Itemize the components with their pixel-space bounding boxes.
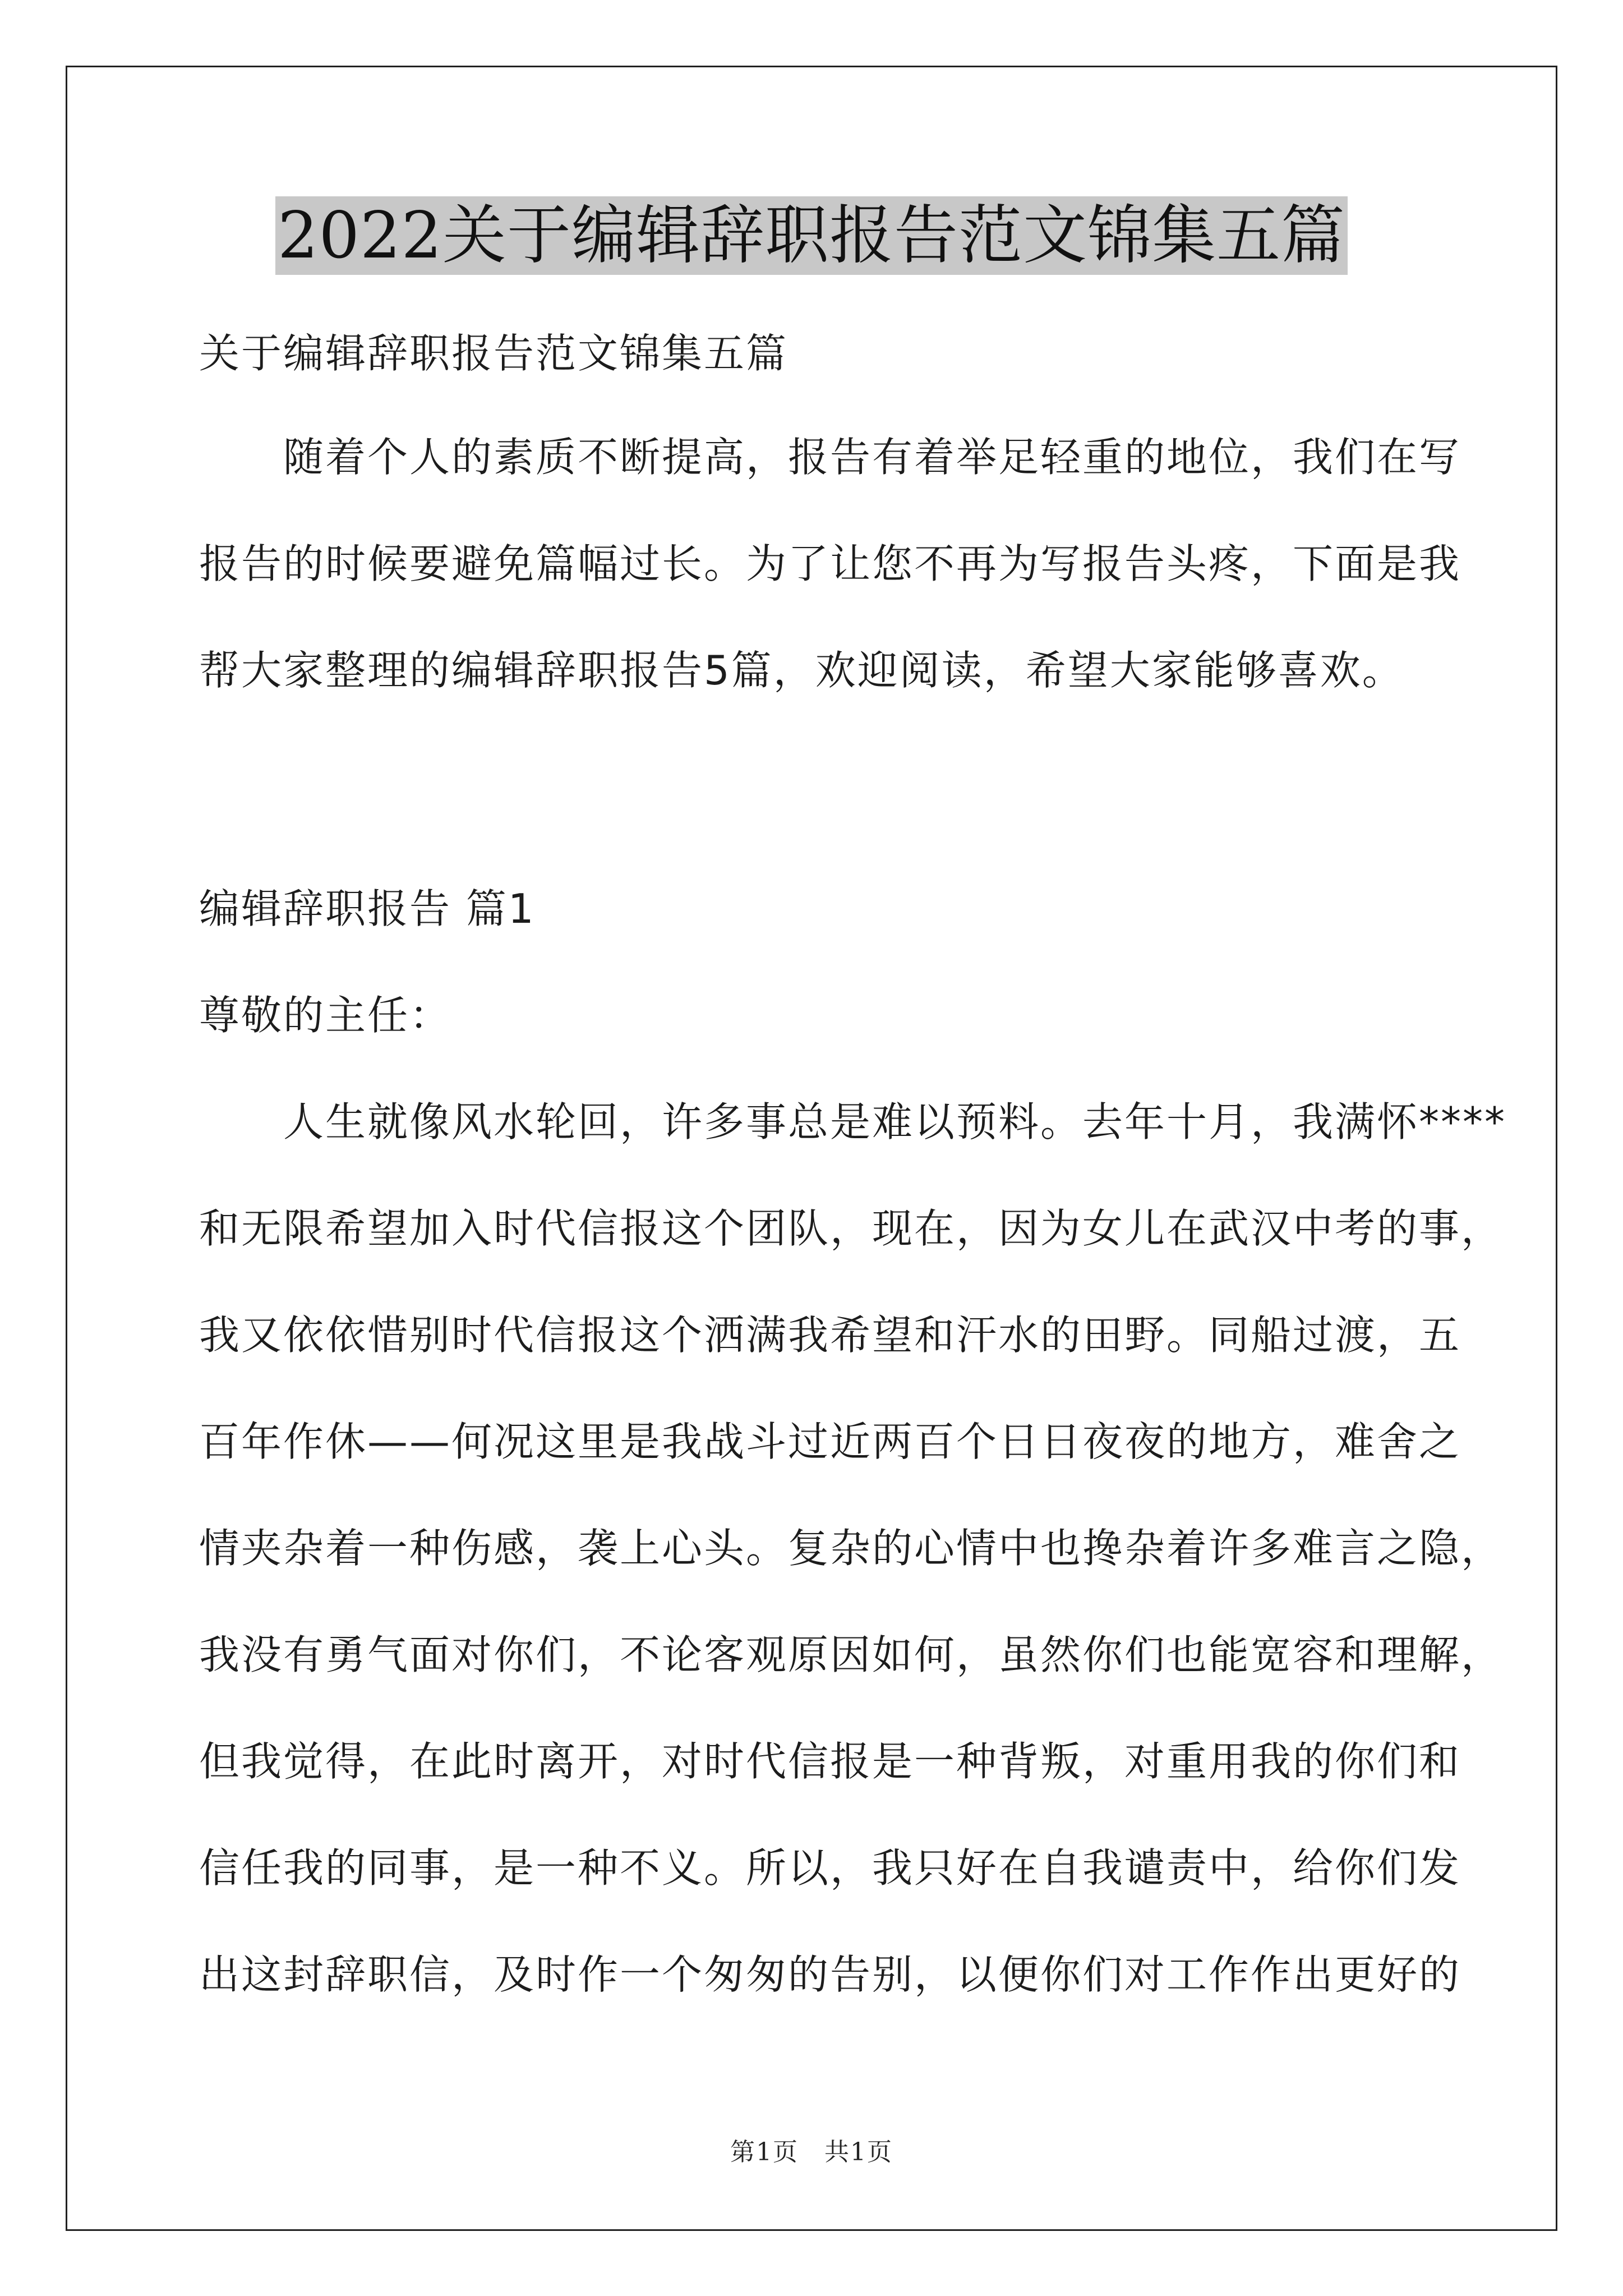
section-gap xyxy=(199,724,1467,855)
letter-section xyxy=(199,855,1507,2028)
body-line: 我没有勇气面对你们，不论客观原因如何，虽然你们也能宽容和理解， xyxy=(199,1631,1504,1678)
intro-line: 帮大家整理的编辑辞职报告5篇，欢迎阅读，希望大家能够喜欢。 xyxy=(199,647,1404,694)
body-line: 信任我的同事，是一种不义。所以，我只好在自我谴责中，给你们发 xyxy=(199,1844,1461,1892)
document-body xyxy=(199,303,1507,2028)
section-heading: 编辑辞职报告 篇1 xyxy=(199,885,536,932)
page-footer: 第1页 共1页 xyxy=(730,2138,893,2166)
body-line: 和无限希望加入时代信报这个团队，现在，因为女儿在武汉中考的事， xyxy=(199,1205,1504,1252)
body-line: 情夹杂着一种伤感，袭上心头。复杂的心情中也搀杂着许多难言之隐， xyxy=(199,1525,1504,1572)
document-title: 2022关于编辑辞职报告范文锦集五篇 xyxy=(275,196,1348,275)
body-line: 出这封辞职信，及时作一个匆匆的告别，以便你们对工作作出更好的 xyxy=(199,1951,1461,1998)
body-line: 我又依依惜别时代信报这个洒满我希望和汗水的田野。同船过渡，五 xyxy=(199,1312,1461,1359)
body-line: 百年作休——何况这里是我战斗过近两百个日日夜夜的地方，难舍之 xyxy=(199,1418,1461,1465)
intro-line: 报告的时候要避免篇幅过长。为了让您不再为写报告头疼，下面是我 xyxy=(199,540,1461,587)
title-container xyxy=(0,196,1623,275)
body-line: 但我觉得，在此时离开，对时代信报是一种背叛，对重用我的你们和 xyxy=(199,1738,1461,1785)
document-subtitle: 关于编辑辞职报告范文锦集五篇 xyxy=(199,330,789,377)
salutation: 尊敬的主任： xyxy=(199,992,452,1039)
intro-paragraph xyxy=(199,404,1467,724)
intro-line: 随着个人的素质不断提高，报告有着举足轻重的地位，我们在写 xyxy=(199,434,1461,481)
body-line: 人生就像风水轮回，许多事总是难以预料。去年十月，我满怀**** xyxy=(199,1098,1507,1145)
